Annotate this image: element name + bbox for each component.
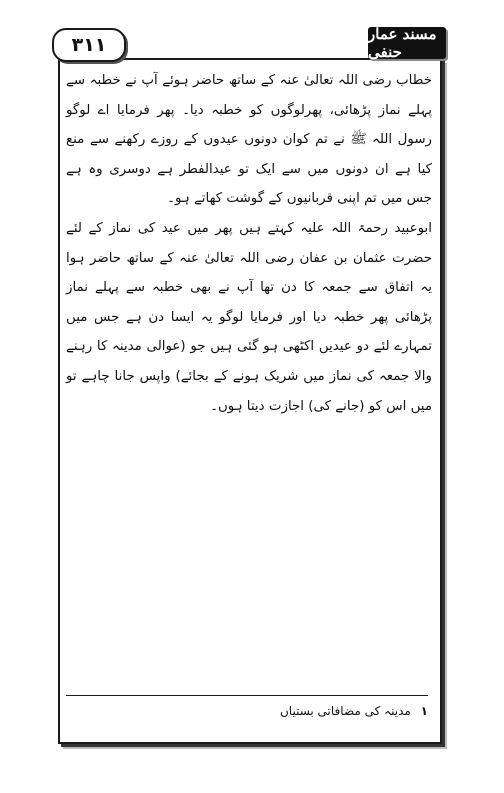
footnote-text: مدینہ کی مضافاتی بستیاں (279, 704, 411, 718)
paragraph-1: خطاب رضی اللہ تعالیٰ عنہ کے ساتھ حاضر ہوئے آپ نے خطبہ سے پہلے نماز پڑھائی، پھرلوگوں کو خطبہ دیا۔ پھر فرمایا اے لوگو رسول اللہ ﷺ نے تم کوان دونوں عیدوں کے روزے رکھنے سے منع کیا ہے ان دونوں میں سے ایک تو عیدالفطر ہے دوسری وہ ہے جس میں تم اپنی قربانیوں کے گوشت کھاتے ہو۔ (66, 73, 432, 207)
paragraph-2: ابوعبید رحمۃ اللہ علیہ کہتے ہیں پھر میں عید کی نماز کے لئے حضرت عثمان بن عفان رضی اللہ تعالیٰ عنہ کے ساتھ حاضر ہوا یہ اتفاق سے جمعہ کا دن تھا آپ نے بھی خطبہ سے پہلے نماز پڑھائی پھر خطبہ دیا اور فرمایا لوگو یہ ایسا دن ہے جس میں تمہارے لئے دو عیدیں اکٹھی ہو گئی ہیں جو (عوالی مدینہ کا رہنے والا جمعہ کی نماز میں شریک ہونے کے بجائے) واپس جانا چاہے تو میں اس کو (جانے کی) اجازت دیتا ہوں۔ (66, 220, 432, 414)
running-title-text: مسند عمار حنفی (368, 25, 437, 61)
body-text (66, 66, 432, 421)
footnote (66, 702, 428, 720)
footnote-marker: ۱ (420, 704, 428, 718)
footnote-divider (66, 695, 428, 696)
page-number-text: ۳۱۱ (71, 34, 107, 56)
page-number (52, 28, 126, 62)
running-title (368, 27, 446, 59)
